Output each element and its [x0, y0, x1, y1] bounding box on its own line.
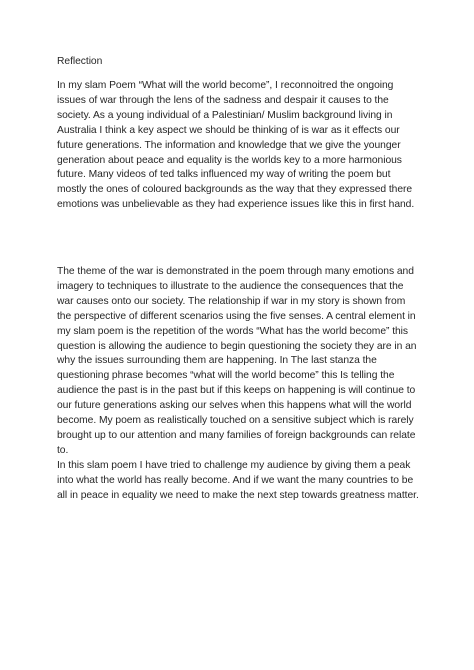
- paragraph: In my slam Poem “What will the world become”, I reconnoitred the ongoing issues of war through the lens of the sadness and despair it causes to the society. As a young individual of a Palestinian/ Muslim background living in Australia I think a key aspect we should be thinking of is war as it effects our future generations. The information and knowledge that we give the younger generation about peace and equality is the worlds key to a more harmonious future. Many videos of ted talks influenced my way of writing the poem but mostly the ones of coloured backgrounds as the way that they expressed there emotions was unbelievable as they had experience issues like this in first hand.: [57, 80, 415, 211]
- paragraph: The theme of the war is demonstrated in the poem through many emotions and imagery to techniques to illustrate to the audience the consequences that the war causes onto our society. The relationship if war in my story is shown from the perspective of different scenarios using the five senses. A central element in my slam poem is the repetition of the words “What has the world become” this question is allowing the audience to begin questioning the society they are in an why the issues surrounding them are happening. In The last stanza the questioning phrase becomes “what will the world become” this Is telling the audience the past is in the past but if this keeps on happening is will continue to our future generations asking our selves when this happens what will the world become. My poem as realistically touched on a sensitive subject which is rarely brought up to our attention and many families of foreign backgrounds can relate to.: [57, 266, 417, 456]
- document-heading: Reflection: [57, 56, 103, 67]
- paragraph: In this slam poem I have tried to challenge my audience by giving them a peak into what the world has really become. And if we want the many countries to be all in peace in equality we need to make the next step towards greatness matter.: [57, 460, 419, 501]
